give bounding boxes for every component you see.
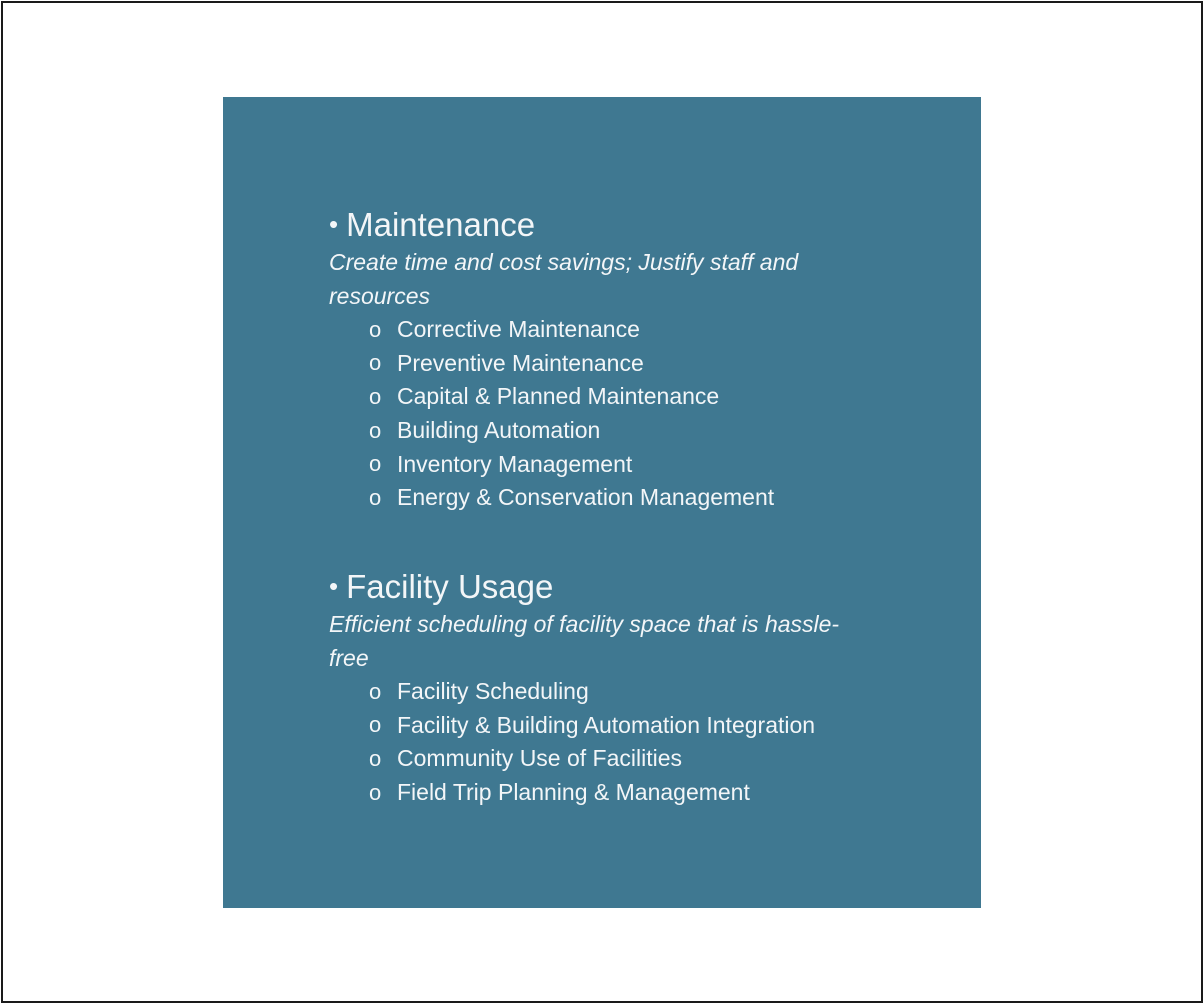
bullet-icon: • [329, 571, 339, 601]
section-title: Facility Usage [346, 568, 554, 605]
section-heading [329, 205, 889, 245]
list-item [329, 742, 889, 776]
content-panel [223, 97, 981, 908]
list-item-label: Preventive Maintenance [397, 349, 644, 376]
list-marker-icon: o [369, 712, 382, 738]
section-maintenance [329, 205, 889, 515]
section-title: Maintenance [346, 206, 536, 243]
list-marker-icon: o [369, 350, 382, 376]
list-item [329, 347, 889, 381]
list-item-label: Energy & Conservation Management [397, 484, 775, 511]
list-item-label: Inventory Management [397, 450, 633, 477]
item-list [329, 313, 889, 515]
list-item-label: Capital & Planned Maintenance [397, 383, 720, 410]
list-item [329, 709, 889, 743]
list-item [329, 675, 889, 709]
list-item [329, 776, 889, 810]
section-tagline: Create time and cost savings; Justify staff and resources [329, 249, 799, 309]
list-marker-icon: o [369, 383, 382, 409]
list-item-label: Corrective Maintenance [397, 316, 640, 343]
list-item-label: Community Use of Facilities [397, 745, 683, 772]
list-marker-icon: o [369, 417, 382, 443]
list-marker-icon: o [369, 678, 382, 704]
section-facility-usage [329, 567, 889, 809]
item-list [329, 675, 889, 809]
list-marker-icon: o [369, 484, 382, 510]
list-marker-icon: o [369, 451, 382, 477]
section-heading [329, 567, 889, 607]
list-item-label: Building Automation [397, 417, 601, 444]
list-item [329, 481, 889, 515]
section-tagline: Efficient scheduling of facility space that is hassle-free [329, 611, 840, 671]
list-item [329, 414, 889, 448]
list-item [329, 447, 889, 481]
list-item [329, 313, 889, 347]
list-item-label: Facility Scheduling [397, 678, 589, 705]
list-item-label: Field Trip Planning & Management [397, 779, 750, 806]
list-item [329, 380, 889, 414]
list-marker-icon: o [369, 316, 382, 342]
list-marker-icon: o [369, 779, 382, 805]
list-item-label: Facility & Building Automation Integration [397, 711, 816, 738]
list-marker-icon: o [369, 745, 382, 771]
bullet-icon: • [329, 209, 339, 239]
